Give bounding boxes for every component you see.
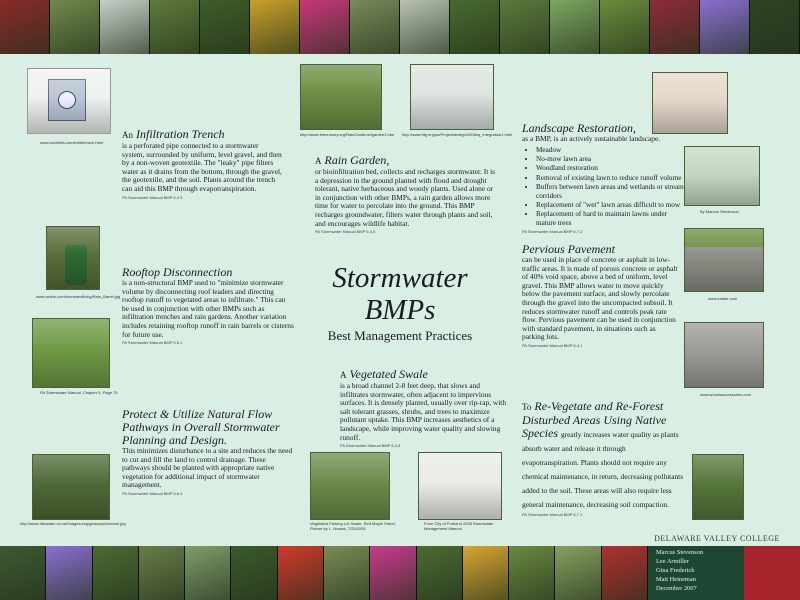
natural-flow-photo: [32, 454, 110, 520]
bottom-strip-photo-11: [463, 546, 509, 600]
bottom-strip-photo-5: [185, 546, 231, 600]
landscape-sketch-1: [652, 72, 728, 134]
top-strip-photo-6: [250, 0, 300, 54]
bottom-strip-photo-1: [0, 546, 46, 600]
revegetate-section: To Re-Vegetate and Re-Forest Disturbed Areas Using Native Species greatly increases water quality as plants absorb water and release it through evapotranspiration. Plants should not require any chemical maintenance, in return, decreasing pollutants added to the soil. These areas will also require less general maintenance, decreasing soil compaction. PA Stormwater Manual BMP 6.7.1: [522, 399, 684, 517]
poster-subtitle: Best Management Practices: [327, 328, 473, 343]
landscape-bullet-item: • Replacement of "wet" lawn areas difficult to mow: [536, 201, 684, 209]
landscape-bullet-item: • Replacement of hard to maintain lawns under mature trees: [536, 210, 684, 227]
bottom-strip-photo-8: [324, 546, 370, 600]
author-line: Matt Heineman: [656, 576, 696, 583]
bottom-strip-photo-4: [139, 546, 185, 600]
landscape-restoration-section: Landscape Restoration, as a BMP, is an actively sustainable landscape. • Meadow • No-mow lawn area • Woodland restoration • Removal of existing lawn to reduce runoff volume • Buffers between lawn areas and wetlands or stream corridors • Replacement of "wet" lawn areas difficult to mow • Replacement of hard to maintain lawns under mature trees PA Stormwater Manual BMP 6.7.2: [522, 122, 684, 237]
swale-body: is a broad channel 2-8 feet deep, that slows and infiltrates stormwater, often adjacent to impervious surfaces. It is densely planted, usually over rip-rap, with salt tolerant grasses, shrubs, and trees to maximize pollutant uptake. This BMP increases aesthetics of a landscape, while improving water quality and slowing runoff.: [340, 381, 507, 442]
bottom-strip-photo-2: [46, 546, 92, 600]
infiltration-heading: Infiltration Trench: [136, 127, 225, 141]
author-line: Gina Frederick: [656, 567, 695, 574]
swale-photo: [310, 452, 390, 520]
top-strip-photo-4: [150, 0, 200, 54]
landscape-bullet-item: • Woodland restoration: [536, 164, 684, 172]
infiltration-body: is a perforated pipe connected to a stormwater system, surrounded by uniform, level gravel, and then by a non-woven geotextile. The "leaky" pipe filters water as it drains from the bottom, through the gravel, the geotextile, and the soil. Plants around the trench can aid this BMP through evapotranspiration.: [122, 141, 282, 193]
landscape-heading: Landscape Restoration,: [522, 121, 636, 135]
bottom-strip-photo-6: [231, 546, 277, 600]
forest-photo: [692, 454, 744, 520]
vegetated-swale-section: A Vegetated Swale is a broad channel 2-8 feet deep, that slows and infiltrates stormwater, often adjacent to impervious surfaces. It is densely planted, usually over rip-rap, with salt tolerant grasses, shrubs, and trees to maximize pollutant uptake. This BMP increases aesthetics of a landscape, while improving water quality and slowing runoff. PA Stormwater Manual BMP 6.4.8: [340, 368, 510, 451]
natural-flow-body: This minimizes disturbance to a site and reduces the need to cut and fill the land to control drainage. These pathways should be planted with appropriate native vegetation for additional impact of stormwater management.: [122, 446, 293, 490]
bottom-strip-photo-9: [370, 546, 416, 600]
top-strip-photo-15: [700, 0, 750, 54]
bottom-strip-photo-14: [602, 546, 648, 600]
rooftop-section: Rooftop Disconnection is a non-structural BMP used to "minimize stormwater volume by disconnecting roof leaders and directing rooftop runoff to vegetated areas to infiltrate." This can be used in conjunction with other BMPs such as infiltration trenches and rain gardens. Another variation includes retaining rooftop runoff in rain barrels or cisterns for future use. PA Stormwater Manual BMP 5.6.1: [122, 265, 294, 346]
rooftop-body: is a non-structural BMP used to "minimize stormwater volume by disconnecting roof leaders and directing rooftop runoff to vegetated areas to infiltrate." This can be used in conjunction with other BMPs such as infiltration trenches and rain gardens. Another variation includes retaining rooftop runoff in rain barrels or cisterns for future use.: [122, 278, 294, 339]
rain-garden-section: A Rain Garden, or bioinfiltration bed, collects and recharges stormwater. It is a depression in the ground planted with flood and drought tolerant, native herbaceous and woody plants. Used alone or in conjunction with other BMPs, a rain garden allows more time for water to percolate into the ground. This BMP recharges groundwater, filters water through plants and soil, and encourages wildlife habitat. PA Stormwater Manual BMP 6.4.5: [315, 153, 496, 235]
landscape-intro: as a BMP, is an actively sustainable landscape.: [522, 134, 661, 143]
infiltration-diagram-image: [27, 68, 111, 134]
bottom-strip-photo-12: [509, 546, 555, 600]
landscape-sketch-2: [684, 146, 760, 206]
revegetate-body: greatly increases water quality as plants absorb water and release it through evapotranspiration. Plants should not require any chemical maintenance, in return, decreasing pollutants added to the soil. These areas will also require less general maintenance, decreasing soil compaction.: [522, 430, 684, 509]
pervious-heading: Pervious Pavement: [522, 242, 615, 256]
infiltration-image-caption: www.duckbills.com/infiltrtrench.html: [40, 140, 103, 145]
landscape-bullet-item: • Meadow: [536, 146, 684, 154]
pervious-body: can be used in place of concrete or asphalt in low-traffic areas. It is made of porous concrete or asphalt of 40% void space, above a bed of uniform, level gravel. This BMP allows water to move quickly below the pavement surface, and slowly percolate through the gravel into the uncompacted subsoil. It reduces stormwater runoff and controls peak rate flow. Pervious pavement can be used in conjunction with standard pavement, in situations such as parking lots.: [522, 255, 678, 342]
top-strip-photo-9: [400, 0, 450, 54]
poster-title: Stormwater BMPs: [332, 262, 468, 326]
bottom-strip-photo-13: [555, 546, 601, 600]
pervious-pavement-photo-1: [684, 228, 764, 292]
rain-garden-body: or bioinfiltration bed, collects and recharges stormwater. It is a depression in the ground planted with flood and drought tolerant, native herbaceous and woody plants. Used alone or in conjunction with other BMPs, a rain garden allows more time for water to percolate into the ground. This BMP recharges groundwater, filters water through plants and soil, and encourages wildlife habitat.: [315, 167, 496, 228]
pervious-pavement-photo-2: [684, 322, 764, 388]
landscape-bullet-item: • Buffers between lawn areas and wetlands or stream corridors: [536, 183, 684, 200]
top-strip-photo-16: [750, 0, 800, 54]
landscape-bullet-item: • No-mow lawn area: [536, 155, 684, 163]
bottom-strip-photo-10: [417, 546, 463, 600]
top-strip-photo-1: [0, 0, 50, 54]
top-strip-photo-5: [200, 0, 250, 54]
landscape-bullet-item: • Removal of existing lawn to reduce runoff volume: [536, 174, 684, 182]
top-strip-photo-11: [500, 0, 550, 54]
college-name: DELAWARE VALLEY COLLEGE: [654, 534, 780, 543]
top-strip-photo-12: [550, 0, 600, 54]
top-photo-strip: [0, 0, 800, 54]
rooftop-lawn-photo: [32, 318, 110, 388]
authors-box: [648, 546, 744, 600]
top-strip-photo-10: [450, 0, 500, 54]
rain-garden-diagram: [410, 64, 494, 130]
landscape-bullet-list: [522, 146, 684, 228]
flower-photo: [744, 546, 800, 600]
natural-flow-heading: Protect & Utilize Natural Flow Pathways in Overall Stormwater Planning and Design.: [122, 407, 280, 447]
rain-garden-heading: Rain Garden,: [324, 153, 390, 167]
top-strip-photo-7: [300, 0, 350, 54]
top-strip-photo-3: [100, 0, 150, 54]
top-strip-photo-14: [650, 0, 700, 54]
author-line: Lee Armiller: [656, 558, 689, 565]
rain-barrel-photo: [46, 226, 100, 290]
infiltration-trench-section: An Infiltration Trench is a perforated pipe connected to a stormwater system, surrounded by uniform, level gravel, and then by a non-woven geotextile. The "leaky" pipe filters water as it drains from the bottom, through the gravel, the geotextile, and the soil. Plants around the trench can aid this BMP through evapotranspiration. PA Stormwater Manual BMP 6.4.3: [122, 127, 282, 200]
top-strip-photo-2: [50, 0, 100, 54]
rain-garden-photo-1: [300, 64, 382, 130]
author-line: Marcus Stevenson: [656, 549, 704, 556]
top-strip-photo-13: [600, 0, 650, 54]
bottom-strip-photo-7: [278, 546, 324, 600]
swale-heading: Vegetated Swale: [349, 367, 428, 381]
bottom-photo-strip: [0, 546, 648, 600]
top-strip-photo-8: [350, 0, 400, 54]
natural-flow-section: Protect & Utilize Natural Flow Pathways in Overall Stormwater Planning and Design. This minimizes disturbance to a site and reduces the need to cut and fill the land to control drainage. These pathways should be planted with appropriate native vegetation for additional impact of stormwater management. PA Stormwater Manual BMP 5.6.3: [122, 407, 293, 496]
revegetate-heading: Re-Vegetate and Re-Forest Disturbed Areas Using Native Species: [522, 399, 667, 440]
author-line: December 2007: [656, 585, 697, 592]
poster-title-block: [300, 262, 500, 343]
rooftop-heading: Rooftop Disconnection: [122, 265, 233, 279]
bottom-strip-photo-3: [93, 546, 139, 600]
pervious-pavement-section: Pervious Pavement can be used in place of concrete or asphalt in low-traffic areas. It is made of porous concrete or asphalt of 40% void space, above a bed of uniform, level gravel. This BMP allows water to move quickly below the pavement surface, and slowly percolate through the gravel into the uncompacted subsoil. It reduces stormwater runoff and controls peak rate flow. Pervious pavement can be used in conjunction with standard pavement, in situations such as parking lots. PA Stormwater Manual BMP 6.4.1: [522, 243, 680, 351]
swale-diagram: [418, 452, 502, 520]
